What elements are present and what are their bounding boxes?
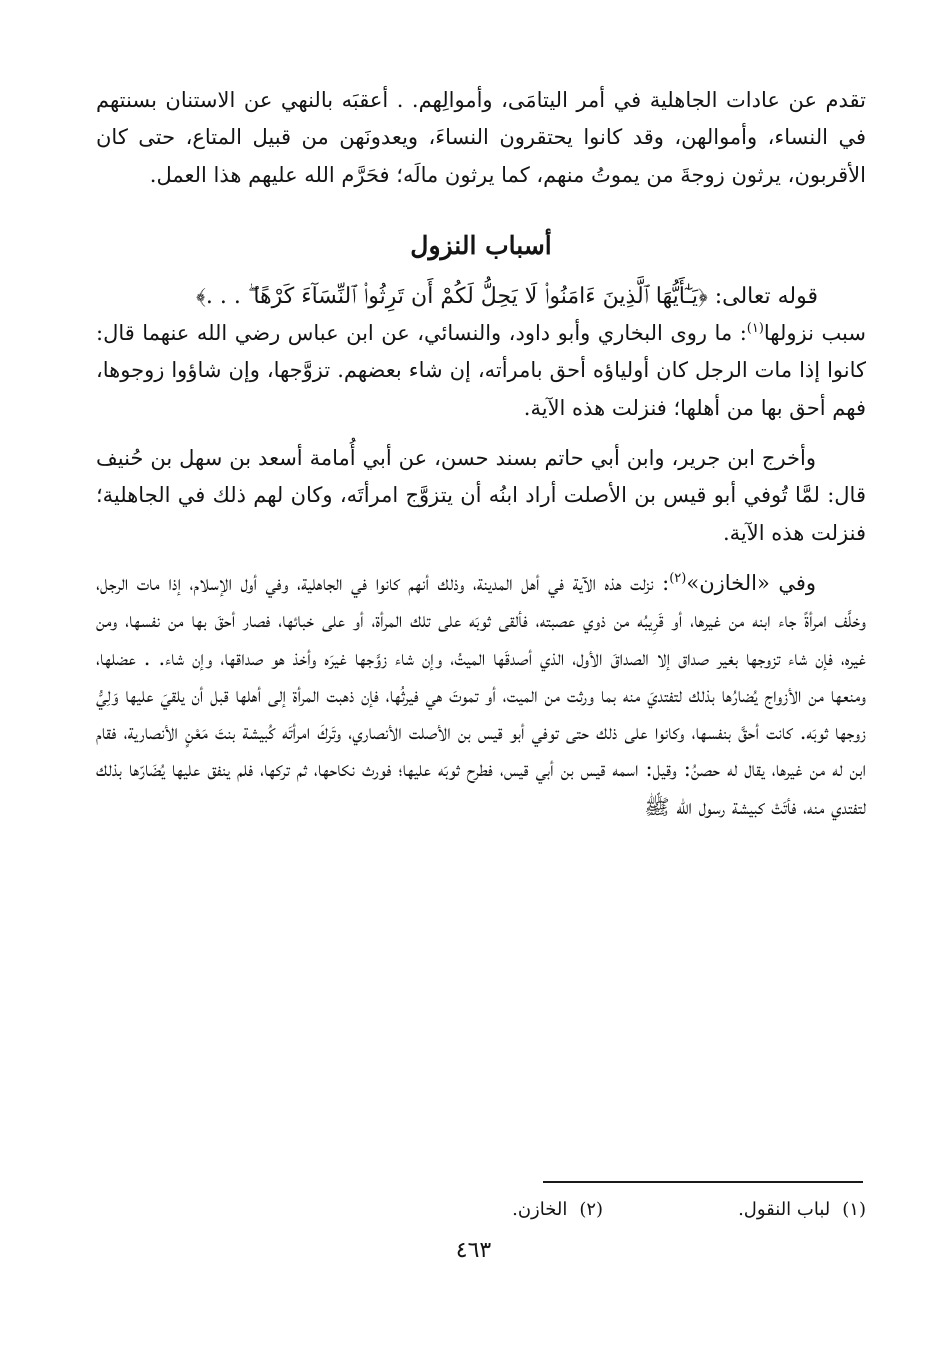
footnote-text: لباب النقول. [738,1199,831,1220]
footnote-reference-1: (١) [746,321,764,337]
paragraph-lead: سبب نزولها [763,321,866,346]
paragraph-revelation-cause [96,315,866,427]
footnotes [96,1196,866,1224]
footnote-text: الخازن. [512,1199,568,1220]
footnote-number: (١) [842,1199,866,1220]
footnote-divider [543,1181,863,1183]
footnote-1 [738,1196,866,1224]
paragraph-khazin [96,565,866,826]
footnote-reference-2: (٢) [669,570,687,586]
paragraph-text: : ما روى البخاري وأبو داود، والنسائي، عن ابن عباس رضي الله عنهما قال: كانوا إذا مات الرجل كان أولياؤه أحق بامرأته، إن شاء بعضهم. تزوَّجها، وإن شاؤوا زوجوها، فهم أحق بها من أهلها؛ فنزلت هذه الآية. [96,321,866,420]
paragraph-ibn-jarir: وأخرج ابن جرير، وابن أبي حاتم بسند حسن، عن أبي أُمامة أسعد بن سهل بن حُنيف قال: لمَّا تُوفي أبو قيس بن الأصلت أراد ابنُه أن يتزوَّج امرأتَه، وكان لهم ذلك في الجاهلية؛ فنزلت هذه الآية. [96,446,866,545]
quran-verse: قوله تعالى: ﴿يَـٰٓأَيُّهَا ٱلَّذِينَ ءَامَنُوا۟ لَا يَحِلُّ لَكُمْ أَن تَرِثُوا۟ ٱلنِّسَآءَ كَرْهًا ۖ . . .﴾ [196,283,818,309]
paragraph-lead: وفي «الخازن» [686,570,816,595]
paragraph-text: : نزلت هذه الآية في أهل المدينة، وذلك أنهم كانوا في الجاهلية، وفي أول الإسلام، إذا مات الرجل، وخلَّف امرأةً جاء ابنه من غيرها، أو قَرِيبُه من ذوي عصبته، فألقى ثوبَه على تلك المرأة، أو على خبائها، فصار أحقَ بها من نفسها، ومن غيره، فإن شاء تزوجها بغير صداق إلا الصداقَ الأول، الذي أصدقَها الميتُ، وإن شاء زوَّجها غيرَه وأخذ هو صداقها، وإن شاء. . عضلها، ومنعها من الأزواج يُضارُها بذلك لتفتديَ منه بما ورثت من الميت، أو تموتَ هي فيرثُها، فإن ذهبت المرأة إلى أهلها قبل أن يلقيَ عليها وَلِيُّ زوجها ثوبَه. كانت أحقَّ بنفسها، وكانوا على ذلك حتى توفي أبو قيس بن الأصلت الأنصاري، وتَركَ امرأتَه كُبيشة بنتَ مَعْنٍ الأنصارية، فقام ابن له من غيرها، يقال له حصنُ: وقيل: اسمه قيس بن أبي قيس، فطرح ثوبَه عليها؛ فورث نكاحها، ثم تركها، فلم ينفق عليها يُضَارّها بذلك لتفتدي منه، فأتَتْ كبيشة رسول الله ﷺ [96,570,866,819]
intro-paragraph: تقدم عن عادات الجاهلية في أمر اليتامَى، وأموالِهم. . أعقبَه بالنهي عن الاستنان بسنتهم في النساء، وأموالهن، وقد كانوا يحتقرون النساءَ، ويعدونَهن من قبيل المتاع، حتى كان الأقربون، يرثون زوجةَ من يموتُ منهم، كما يرثون مالَه؛ فحَرَّم الله عليهم هذا العمل. [96,88,866,187]
footnote-number: (٢) [579,1199,604,1220]
footnote-2 [512,1196,603,1224]
page-number: ٤٦٣ [455,1238,492,1263]
section-heading: أسباب النزول [410,230,552,260]
page-body [96,82,866,826]
